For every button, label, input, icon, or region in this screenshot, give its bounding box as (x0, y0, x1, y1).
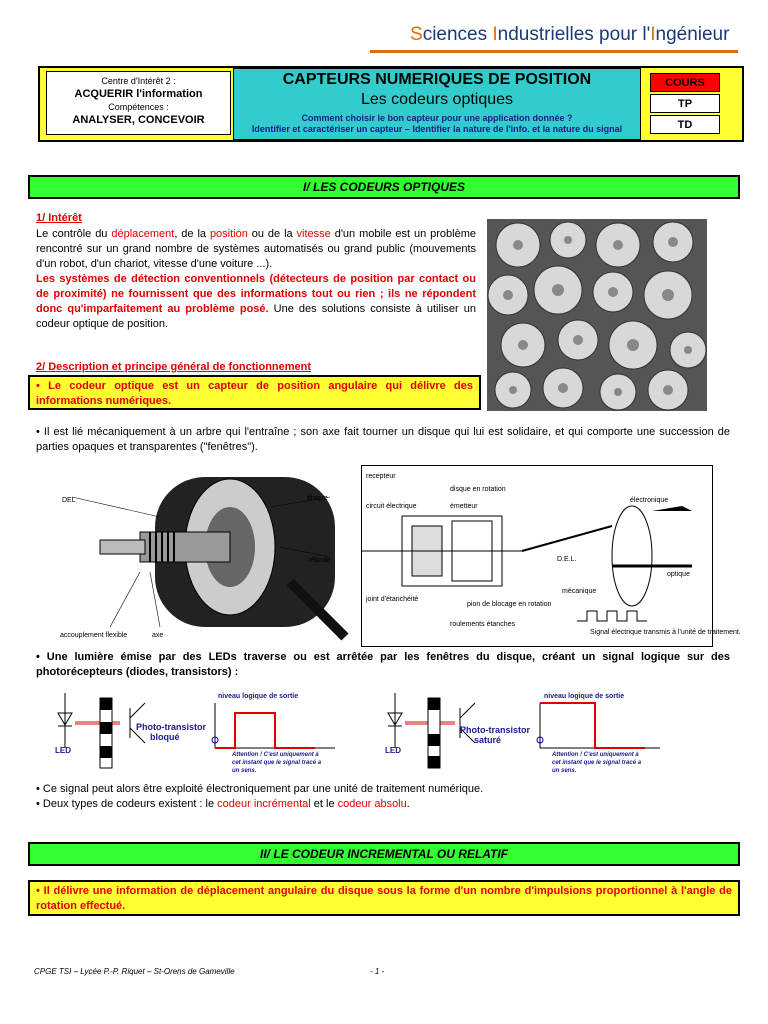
text: d'un mobile est un problème rencontré sur un grand nombre de systèmes automatisés ou grand public (mouvements d'un robot, d'un chariot, vitesse d'une voiture ...). (36, 228, 476, 270)
title-letter-i2: I (650, 24, 656, 45)
fig1-label-del: DEL (62, 497, 76, 504)
heading-interet: 1/ Intérêt (36, 212, 82, 224)
fig2-label-signal: Signal électrique transmis à l'unité de traitement. (590, 629, 741, 636)
tab-cours[interactable]: COURS (650, 73, 720, 92)
text-conventional-systems: Les systèmes de détection conventionnels (détecteurs de position par contact ou de proximité) ne fournissent que des informations tout ou rien ; ils ne répondent donc qu'imparfaitement au problème posé. (36, 273, 476, 315)
niveau-logique-right: niveau logique de sortie (544, 693, 625, 700)
fig2-label-disque-rotation: disque en rotation (450, 486, 506, 493)
text-codeur-absolu: codeur absolu (337, 798, 407, 810)
phototransistor-label-right: Photo-transistor (460, 725, 531, 735)
text: Une des solutions consiste à utiliser un codeur optique de position. (36, 303, 476, 330)
course-question: Comment choisir le bon capteur pour une application donnée ? (301, 113, 573, 123)
diagram-saturated (380, 688, 680, 778)
text: . (406, 798, 410, 810)
centre-interet-box (46, 71, 231, 135)
competences-value: ANALYSER, CONCEVOIR (72, 114, 205, 126)
attention-left-2: cet instant que le signal tracé a (232, 760, 322, 766)
title-part-3: ngénieur (655, 24, 730, 45)
attention-right-2: cet instant que le signal tracé a (552, 760, 642, 766)
tab-td[interactable]: TD (650, 115, 720, 134)
diagram-blocked-drawing (50, 688, 350, 778)
course-title: CAPTEURS NUMERIQUES DE POSITION (282, 71, 592, 88)
diagram-saturated-drawing (380, 688, 680, 778)
encoders-photo (487, 219, 707, 411)
fig1-label-disque: disque (307, 495, 328, 502)
paragraph-signal: • Ce signal peut alors être exploité électroniquement par une unité de traitement numérique. (36, 783, 484, 795)
encoder-technical-figure (361, 465, 741, 647)
phototransistor-state-left: bloqué (150, 732, 180, 742)
phototransistor-state-right: saturé (474, 735, 502, 745)
incremental-definition-box: • Il délivre une information de déplacement angulaire du disque sous la forme d'un nombre d'impulsions proportionnel à l'angle de rotation effectué. (28, 880, 740, 916)
paragraph-led: • Une lumière émise par des LEDs traverse ou est arrêtée par les fenêtres du disque, créant un signal logique sur des photorécepteurs (diodes, transistors) : (36, 651, 730, 678)
competences-label: Compétences : (108, 102, 169, 112)
title-letter-s: S (410, 24, 423, 45)
document-series-title (410, 24, 729, 46)
encoder-cutaway-figure (60, 462, 350, 642)
niveau-logique-left: niveau logique de sortie (218, 693, 299, 700)
diagram-blocked (50, 688, 350, 778)
attention-right-1: Attention ! C'est uniquement à (552, 752, 639, 758)
paragraph-interet (36, 227, 476, 332)
course-subtitle: Les codeurs optiques (360, 91, 514, 108)
led-label-right: LED (385, 746, 401, 755)
title-part-2: ndustrielles pour l' (497, 24, 651, 45)
fig2-label-del: D.E.L. (557, 556, 577, 563)
text-position: position (209, 228, 248, 240)
fig2-label-optique: optique (667, 571, 690, 578)
text: Le contrôle du (36, 228, 112, 240)
fig1-label-axe: axe (152, 632, 164, 639)
fig1-label-reticule: réticule (308, 557, 331, 564)
centre-label: Centre d'Intérêt 2 : (101, 76, 176, 86)
paragraph-types (36, 797, 730, 812)
attention-left-3: un sens. (232, 768, 257, 774)
text: et le (310, 798, 338, 810)
led-label-left: LED (55, 746, 71, 755)
fig2-label-joint: joint d'étanchéité (366, 596, 419, 603)
text: ou de la (247, 228, 297, 240)
fig2-label-recepteur: recepteur (366, 473, 396, 480)
fig2-label-electronique: électronique (630, 497, 669, 504)
text: , de la (174, 228, 210, 240)
fig2-label-emetteur: émetteur (450, 503, 478, 510)
fig2-label-pion: pion de blocage en rotation (467, 601, 552, 608)
footer-school: CPGE TSI – Lycée P.-P. Riquet – St-Orens de Gameville (34, 967, 235, 976)
fig1-label-accouplement: accouplement flexible (60, 632, 128, 639)
title-part-1: ciences (422, 24, 493, 45)
heading-description: 2/ Description et principe général de fonctionnement (36, 361, 312, 373)
fig2-label-circuit: circuit électrique (366, 503, 417, 510)
fig2-label-mecanique: mécanique (562, 588, 597, 595)
encoders-photo-drawing (488, 220, 706, 410)
encoder-technical-drawing (362, 466, 741, 646)
attention-left-1: Attention ! C'est uniquement à (232, 752, 319, 758)
section-1-title: I/ LES CODEURS OPTIQUES (28, 175, 740, 199)
encoder-cutaway-drawing (60, 462, 350, 642)
text-vitesse: vitesse (296, 228, 331, 240)
attention-right-3: un sens. (552, 768, 577, 774)
text-codeur-incremental: codeur incrémental (217, 798, 311, 810)
footer-page-number: - 1 - (370, 967, 385, 976)
header-underline (370, 50, 738, 53)
course-title-box (233, 68, 641, 140)
section-2-title: II/ LE CODEUR INCREMENTAL OU RELATIF (28, 842, 740, 866)
centre-value: ACQUERIR l'information (74, 88, 203, 100)
text: • Deux types de codeurs existent : le (36, 798, 218, 810)
tab-tp[interactable]: TP (650, 94, 720, 113)
fig2-label-roulements: roulements étanches (450, 621, 515, 628)
paragraph-mechanical: • Il est lié mécaniquement à un arbre qui l'entraîne ; son axe fait tourner un disque qui lui est solidaire, et qui comporte une succession de parties opaques et transparentes ("fenêtres"). (36, 426, 730, 453)
course-objectives: Identifier et caractériser un capteur – Identifier la nature de l'info. et la nature du signal (251, 124, 623, 134)
text-deplacement: déplacement (111, 228, 175, 240)
phototransistor-label-left: Photo-transistor (136, 722, 207, 732)
title-letter-i: I (492, 24, 498, 45)
definition-box: • Le codeur optique est un capteur de position angulaire qui délivre des informations numériques. (28, 375, 481, 410)
